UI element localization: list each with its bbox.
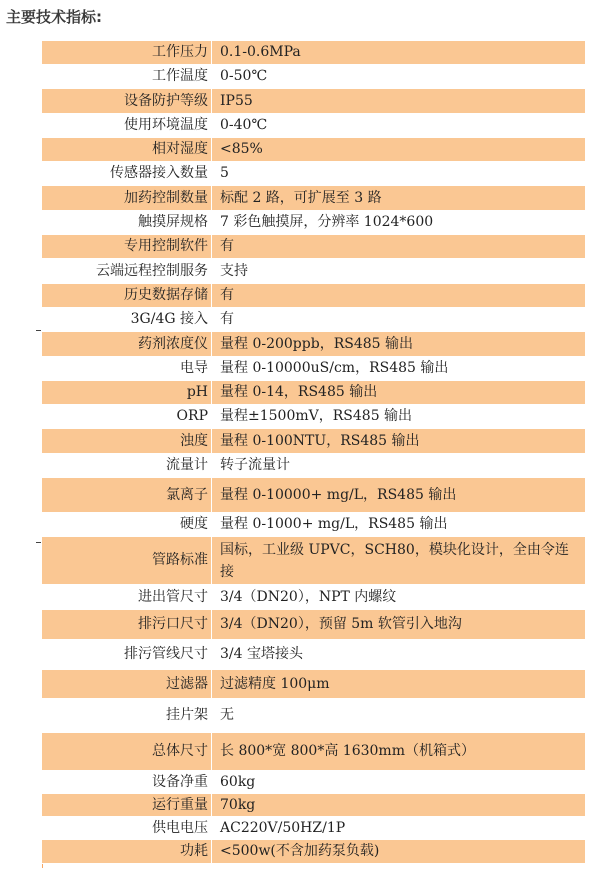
- spec-label: 功耗: [42, 840, 212, 864]
- table-row: [42, 513, 586, 537]
- spec-value: 0-40℃: [212, 114, 586, 138]
- spec-value: 70kg: [212, 794, 586, 817]
- table-row: [42, 162, 586, 186]
- spec-value: 量程 0-10000+ mg/L，RS485 输出: [212, 478, 586, 513]
- spec-value: 有: [212, 308, 586, 332]
- spec-label: 运行重量: [42, 794, 212, 817]
- table-row: [42, 41, 586, 65]
- table-row: [42, 211, 586, 235]
- spec-label: pH: [42, 381, 212, 405]
- table-row: [42, 381, 586, 405]
- table-row: [42, 357, 586, 381]
- table-row: [42, 699, 586, 733]
- table-row: [42, 794, 586, 817]
- spec-value: 量程±1500mV，RS485 输出: [212, 405, 586, 429]
- spec-value: 国标，工业级 UPVC，SCH80，模块化设计，全由令连接: [212, 537, 586, 585]
- table-row: [42, 771, 586, 794]
- table-row: [42, 478, 586, 513]
- spec-value: 有: [212, 235, 586, 259]
- spec-label: 进出管尺寸: [42, 585, 212, 610]
- spec-value: 量程 0-100NTU，RS485 输出: [212, 429, 586, 454]
- spec-label: 历史数据存储: [42, 284, 212, 308]
- table-row: [42, 332, 586, 357]
- spec-label: ORP: [42, 405, 212, 429]
- spec-label: 设备防护等级: [42, 89, 212, 114]
- spec-label: 总体尺寸: [42, 733, 212, 771]
- table-row: [42, 259, 586, 284]
- spec-label: 氯离子: [42, 478, 212, 513]
- spec-value: 量程 0-200ppb，RS485 输出: [212, 332, 586, 357]
- spec-label: 工作温度: [42, 65, 212, 89]
- spec-value: 长 800*宽 800*高 1630mm（机箱式）: [212, 733, 586, 771]
- spec-value: 量程 0-14，RS485 输出: [212, 381, 586, 405]
- spec-label: 专用控制软件: [42, 235, 212, 259]
- table-row: [42, 89, 586, 114]
- spec-value: 量程 0-10000uS/cm，RS485 输出: [212, 357, 586, 381]
- spec-label: 硬度: [42, 513, 212, 537]
- table-row: [42, 733, 586, 771]
- table-row: [42, 186, 586, 211]
- table-row: [42, 454, 586, 478]
- table-row: [42, 640, 586, 670]
- table-row: [42, 670, 586, 699]
- spec-value: 0.1-0.6MPa: [212, 41, 586, 65]
- spec-label: 药剂浓度仪: [42, 332, 212, 357]
- table-row: [42, 308, 586, 332]
- spec-value: AC220V/50HZ/1P: [212, 817, 586, 840]
- table-row: [42, 138, 586, 162]
- spec-value: 过滤精度 100μm: [212, 670, 586, 699]
- spec-value: 有: [212, 284, 586, 308]
- spec-value: 量程 0-1000+ mg/L，RS485 输出: [212, 513, 586, 537]
- table-row: [42, 429, 586, 454]
- table-row: [42, 114, 586, 138]
- spec-label: 相对湿度: [42, 138, 212, 162]
- spec-value: IP55: [212, 89, 586, 114]
- spec-label: 挂片架: [42, 699, 212, 733]
- spec-label: 流量计: [42, 454, 212, 478]
- spec-value: 3/4（DN20），预留 5m 软管引入地沟: [212, 610, 586, 640]
- spec-value: 5: [212, 162, 586, 186]
- table-row: [42, 537, 586, 585]
- spec-value: 7 彩色触摸屏，分辨率 1024*600: [212, 211, 586, 235]
- spec-value: 支持: [212, 259, 586, 284]
- spec-value: 60kg: [212, 771, 586, 794]
- spec-value: 标配 2 路，可扩展至 3 路: [212, 186, 586, 211]
- spec-value: <500w(不含加药泵负载): [212, 840, 586, 864]
- section-heading: 主要技术指标:: [6, 8, 102, 26]
- spec-value: 3/4 宝塔接头: [212, 640, 586, 670]
- spec-label: 加药控制数量: [42, 186, 212, 211]
- spec-value: 0-50℃: [212, 65, 586, 89]
- spec-value: 3/4（DN20），NPT 内螺纹: [212, 585, 586, 610]
- spec-label: 触摸屏规格: [42, 211, 212, 235]
- table-row: [42, 840, 586, 864]
- spec-label: 云端远程控制服务: [42, 259, 212, 284]
- spec-value: <85%: [212, 138, 586, 162]
- table-row: [42, 405, 586, 429]
- spec-label: 3G/4G 接入: [42, 308, 212, 332]
- spec-label: 工作压力: [42, 41, 212, 65]
- spec-label: 过滤器: [42, 670, 212, 699]
- table-row: [42, 585, 586, 610]
- spec-label: 电导: [42, 357, 212, 381]
- spec-label: 供电电压: [42, 817, 212, 840]
- table-row: [42, 284, 586, 308]
- spec-label: 浊度: [42, 429, 212, 454]
- spec-value: 无: [212, 699, 586, 733]
- table-row: [42, 610, 586, 640]
- spec-value: 转子流量计: [212, 454, 586, 478]
- table-row: [42, 817, 586, 840]
- spec-label: 管路标准: [42, 537, 212, 585]
- spec-label: 设备净重: [42, 771, 212, 794]
- spec-label: 排污口尺寸: [42, 610, 212, 640]
- spec-label: 使用环境温度: [42, 114, 212, 138]
- table-row: [42, 235, 586, 259]
- spec-table: [41, 40, 586, 864]
- spec-label: 排污管线尺寸: [42, 640, 212, 670]
- spec-label: 传感器接入数量: [42, 162, 212, 186]
- table-row: [42, 65, 586, 89]
